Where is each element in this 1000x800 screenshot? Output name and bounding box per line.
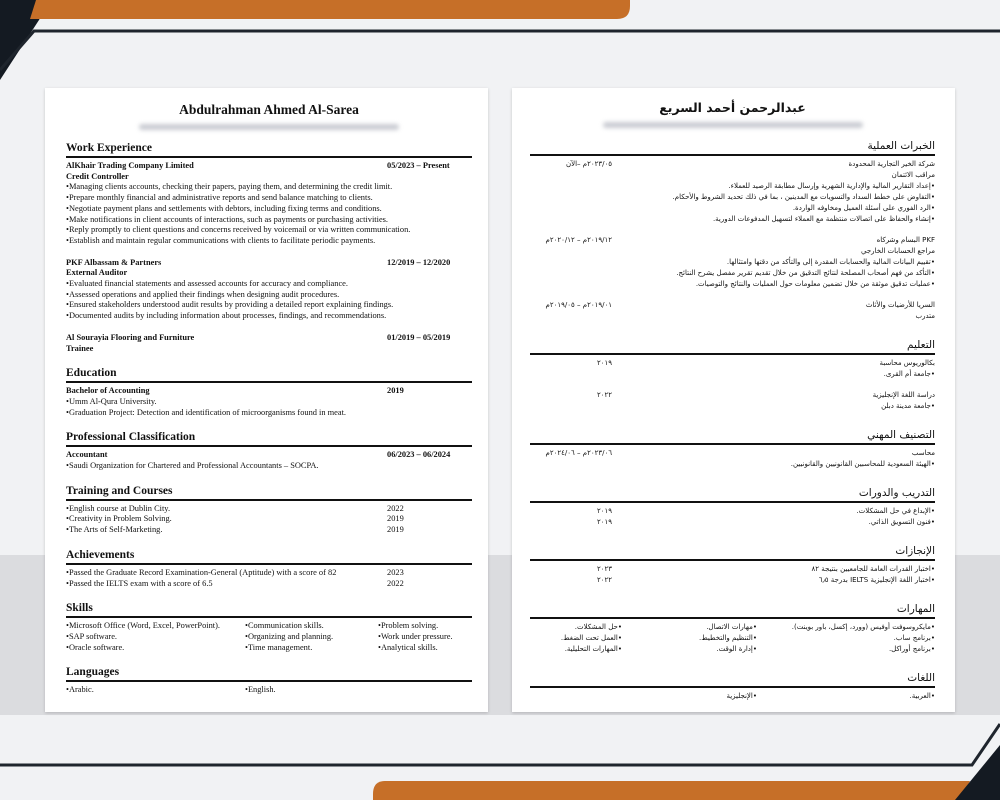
- list-item: • التنظيم والتخطيط.: [622, 633, 757, 644]
- resume-section: [530, 672, 935, 702]
- entry-title: Accountant: [66, 450, 108, 460]
- bullet-item: • Reply promptly to client questions and concerns received by voicemail or via written communication.: [66, 225, 472, 236]
- resume-entry: [530, 300, 935, 322]
- resume-section: [530, 487, 935, 528]
- entry-role: مراجع الحسابات الخارجي: [861, 247, 935, 255]
- list-item: • English.: [245, 685, 378, 696]
- entry-header: [530, 159, 935, 170]
- resume-entry: [530, 235, 935, 290]
- resume-entry: [66, 161, 472, 247]
- list-item: • مايكروسوفت أوفيس (وورد، إكسل، باور بوينت).: [757, 622, 935, 633]
- list-item: • Communication skills.: [245, 621, 378, 632]
- list-item: • Arabic.: [66, 685, 245, 696]
- entry-date: 2019: [387, 386, 404, 396]
- list-item: • Oracle software.: [66, 643, 245, 654]
- dated-list-item: [530, 506, 935, 517]
- entry-header: [530, 358, 935, 369]
- entry-title: شركة الخير التجارية المحدودة: [848, 160, 935, 168]
- resume-section: [66, 549, 472, 589]
- bullet-item: • Ensured stakeholders understood audit results by providing a detailed report explaining findings.: [66, 300, 472, 311]
- section-heading: Training and Courses: [66, 485, 472, 501]
- bullet-item: • Documented audits by including information about processes, findings, and recommendations.: [66, 311, 472, 322]
- entry-header: [530, 300, 935, 311]
- list-item: • العمل تحت الضغط.: [561, 633, 622, 644]
- resume-section: [530, 140, 935, 322]
- resume-entry: [66, 386, 472, 418]
- resume-body: [530, 140, 935, 702]
- entry-date: ٢٠٢٣/٠٦م – ٢٠٢٤/٠٦م: [545, 449, 612, 457]
- entry-role: مراقب الائتمان: [891, 171, 935, 179]
- resume-name: Abdulrahman Ahmed Al-Sarea: [179, 102, 359, 117]
- entry-header: [530, 448, 935, 459]
- section-heading: اللغات: [530, 672, 935, 688]
- dated-list-item: [66, 504, 472, 515]
- resume-section: [530, 603, 935, 655]
- bullet-item: • التفاوض على خطط السداد والتسويات مع المدينين ، بما في ذلك تحديد الشروط والأحكام.: [530, 192, 935, 203]
- bullet-item: • إعداد التقارير المالية والإدارية الشهرية وإرسال مطابقة الرصيد للعملاء.: [530, 181, 935, 192]
- list-item: • Organizing and planning.: [245, 632, 378, 643]
- resume-section: [66, 602, 472, 653]
- list-item: • المهارات التحليلية.: [561, 644, 622, 655]
- entry-header: [530, 390, 935, 401]
- list-item: • العربية.: [757, 691, 935, 702]
- bullet-item: • Make notifications in client accounts of interactions, such as payments or purchasing activities.: [66, 215, 472, 226]
- bullet-item: • Saudi Organization for Chartered and Professional Accountants – SOCPA.: [66, 461, 472, 472]
- resume-section: [66, 431, 472, 471]
- list-column: [622, 691, 757, 702]
- entry-date: 12/2019 – 12/2020: [387, 257, 451, 267]
- entry-date: 01/2019 – 05/2019: [387, 332, 451, 342]
- item-date: ٢٠١٩: [596, 507, 612, 515]
- resume-section: [530, 429, 935, 470]
- corner-triangle-bottom-right: [955, 745, 1000, 800]
- entry-role: متدرب: [915, 312, 935, 320]
- resume-entry: [530, 159, 935, 225]
- item-text: • Passed the Graduate Record Examination-General (Aptitude) with a score of 82: [66, 568, 336, 577]
- list-column: [378, 621, 453, 653]
- bullet-item: • Negotiate payment plans and settlements with debtors, including fixing terms and conditions.: [66, 204, 472, 215]
- item-text: • اختبار اللغة الإنجليزية IELTS بدرجة ٦٫٥: [819, 576, 935, 584]
- list-column: [622, 622, 757, 655]
- list-column: [757, 622, 935, 655]
- dated-list-item: [530, 575, 935, 586]
- entry-title: Bachelor of Accounting: [66, 386, 150, 396]
- list-column: [66, 621, 245, 653]
- item-date: 2022: [387, 503, 404, 513]
- column-list: [66, 685, 472, 696]
- resume-entry: [530, 358, 935, 380]
- entry-date: ٢٠١٩/١٢م – ٢٠٢٠/١٢م: [545, 236, 612, 244]
- bullet-item: • Managing clients accounts, checking their papers, paying them, and determining the credit limit.: [66, 182, 472, 193]
- entry-header: [530, 235, 935, 246]
- bullet-item: • عمليات تدقيق موثقة من خلال تضمين معلومات حول العمليات والنتائج والتوصيات.: [530, 279, 935, 290]
- list-item: • حل المشكلات.: [561, 622, 622, 633]
- section-heading: التعليم: [530, 339, 935, 355]
- resume-entry: [530, 390, 935, 412]
- entry-header: [66, 450, 472, 461]
- item-date: 2022: [387, 578, 404, 588]
- bullet-item: • Prepare monthly financial and administrative reports and send balance matching to clients.: [66, 193, 472, 204]
- resume-section: [530, 545, 935, 586]
- entry-role: External Auditor: [66, 268, 128, 278]
- entry-date: ٢٠١٩/٠١م – ٢٠١٩/٠٥م: [545, 301, 612, 309]
- section-heading: التدريب والدورات: [530, 487, 935, 503]
- list-item: • Microsoft Office (Word, Excel, PowerPoint).: [66, 621, 245, 632]
- item-date: ٢٠٢٢: [596, 576, 612, 584]
- entry-date: ٢٠٢٣/٠٥م –الآن: [565, 160, 612, 168]
- section-heading: الخبرات العملية: [530, 140, 935, 156]
- section-heading: Skills: [66, 602, 472, 618]
- contact-info-redacted: [603, 122, 863, 128]
- entry-date: 05/2023 – Present: [387, 161, 450, 170]
- orange-bar-bottom: [373, 781, 970, 800]
- item-text: • English course at Dublin City.: [66, 504, 170, 513]
- list-column: [245, 621, 378, 653]
- section-heading: Professional Classification: [66, 431, 472, 447]
- entry-header: [66, 386, 472, 397]
- section-heading: Languages: [66, 666, 472, 682]
- entry-date: ٢٠١٩: [596, 359, 612, 367]
- dated-list-item: [66, 579, 472, 590]
- contact-info-redacted: [139, 124, 399, 130]
- item-text: • The Arts of Self-Marketing.: [66, 525, 162, 534]
- item-text: • الإبداع في حل المشكلات.: [856, 507, 935, 515]
- bullet-item: • إنشاء والحفاظ على اتصالات منتظمة مع العملاء لتسهيل المدفوعات الدورية.: [530, 214, 935, 225]
- bottom-rule-line: [0, 724, 1000, 765]
- resume-page-arabic: [512, 88, 955, 712]
- list-column: [245, 685, 378, 696]
- orange-bar-top: [30, 0, 630, 19]
- list-item: • مهارات الاتصال.: [622, 622, 757, 633]
- item-date: 2023: [387, 567, 404, 577]
- section-heading: Education: [66, 367, 472, 383]
- list-item: • الإنجليزية: [622, 691, 757, 702]
- bullet-item: • Evaluated financial statements and assessed accounts for accuracy and compliance.: [66, 279, 472, 290]
- resume-section: [66, 367, 472, 418]
- section-heading: التصنيف المهني: [530, 429, 935, 445]
- bullet-item: • Establish and maintain regular communications with clients to facilitate periodic payments.: [66, 236, 472, 247]
- resume-section: [66, 485, 472, 536]
- dated-list-item: [530, 564, 935, 575]
- bullet-item: • Umm Al-Qura University.: [66, 397, 472, 408]
- list-column: [561, 622, 622, 655]
- list-item: • برنامج ساب.: [757, 633, 935, 644]
- dated-list-item: [66, 525, 472, 536]
- bullet-item: • الهيئة السعودية للمحاسبين القانونيين والقانونيين.: [530, 459, 935, 470]
- entry-date: ٢٠٢٢: [596, 391, 612, 399]
- resume-page-english: [45, 88, 488, 712]
- item-date: 2019: [387, 514, 404, 524]
- item-text: • فنون التسويق الذاتي.: [869, 518, 935, 526]
- list-column: [66, 685, 245, 696]
- list-column: [757, 691, 935, 702]
- item-date: ٢٠٢٣: [596, 565, 612, 573]
- bullet-item: • جامعة مدينة دبلن: [530, 401, 935, 412]
- entry-title: PKF Albassam & Partners: [66, 257, 162, 267]
- list-item: • Problem solving.: [378, 621, 453, 632]
- resume-section: [530, 339, 935, 412]
- section-heading: المهارات: [530, 603, 935, 619]
- entry-role: Trainee: [66, 343, 94, 353]
- list-item: • Work under pressure.: [378, 632, 453, 643]
- list-item: • Analytical skills.: [378, 643, 453, 654]
- entry-title: PKF البسام وشركاه: [876, 236, 935, 244]
- entry-role: Credit Controller: [66, 171, 129, 181]
- item-text: • اختبار القدرات العامة للجامعيين بنتيجة ٨٢: [812, 565, 935, 573]
- section-heading: الإنجازات: [530, 545, 935, 561]
- entry-header: [66, 333, 472, 344]
- entry-title: AlKhair Trading Company Limited: [66, 161, 194, 170]
- list-item: • برنامج أوراكل.: [757, 644, 935, 655]
- entry-title: دراسة اللغة الإنجليزية: [872, 391, 935, 399]
- item-date: ٢٠١٩: [596, 518, 612, 526]
- list-item: • إدارة الوقت.: [622, 644, 757, 655]
- resume-entry: [66, 450, 472, 471]
- top-rule-line: [0, 31, 1000, 70]
- entry-header: [66, 161, 472, 172]
- resume-body: [66, 142, 472, 696]
- bullet-item: • جامعة أم القرى.: [530, 369, 935, 380]
- column-list: [530, 622, 935, 655]
- entry-title: بكالوريوس محاسبة: [879, 359, 935, 367]
- item-text: • Creativity in Problem Solving.: [66, 514, 172, 523]
- resume-section: [66, 666, 472, 696]
- resume-section: [66, 142, 472, 354]
- entry-date: 06/2023 – 06/2024: [387, 450, 451, 460]
- resume-name: عبدالرحمن أحمد السريع: [659, 100, 806, 115]
- resume-entry: [530, 448, 935, 470]
- item-date: 2019: [387, 525, 404, 535]
- section-heading: Achievements: [66, 549, 472, 565]
- bullet-item: • Graduation Project: Detection and identification of microorganisms found in meat.: [66, 408, 472, 419]
- entry-header: [66, 258, 472, 269]
- bullet-item: • الرد الفوري على أسئلة العميل ومخاوفه الواردة.: [530, 203, 935, 214]
- resume-entry: [66, 258, 472, 322]
- bullet-item: • التأكد من فهم أصحاب المصلحة لنتائج التدقيق من خلال تقديم تقرير مفصل يشرح النتائج.: [530, 268, 935, 279]
- item-text: • Passed the IELTS exam with a score of 6.5: [66, 579, 213, 588]
- column-list: [66, 621, 472, 653]
- entry-title: محاسب: [911, 449, 935, 457]
- dated-list-item: [66, 514, 472, 525]
- list-item: • SAP software.: [66, 632, 245, 643]
- bullet-item: • تقييم البيانات المالية والحسابات المقدرة إلى والتأكد من دقتها وامتثالها.: [530, 257, 935, 268]
- list-item: • Time management.: [245, 643, 378, 654]
- dated-list-item: [66, 568, 472, 579]
- column-list: [530, 691, 935, 702]
- entry-title: Al Sourayia Flooring and Furniture: [66, 332, 195, 342]
- dated-list-item: [530, 517, 935, 528]
- entry-title: السريا للأرضيات والأثاث: [865, 301, 935, 309]
- section-heading: Work Experience: [66, 142, 472, 158]
- resume-entry: [66, 333, 472, 354]
- bullet-item: • Assessed operations and applied their findings when designing audit procedures.: [66, 290, 472, 301]
